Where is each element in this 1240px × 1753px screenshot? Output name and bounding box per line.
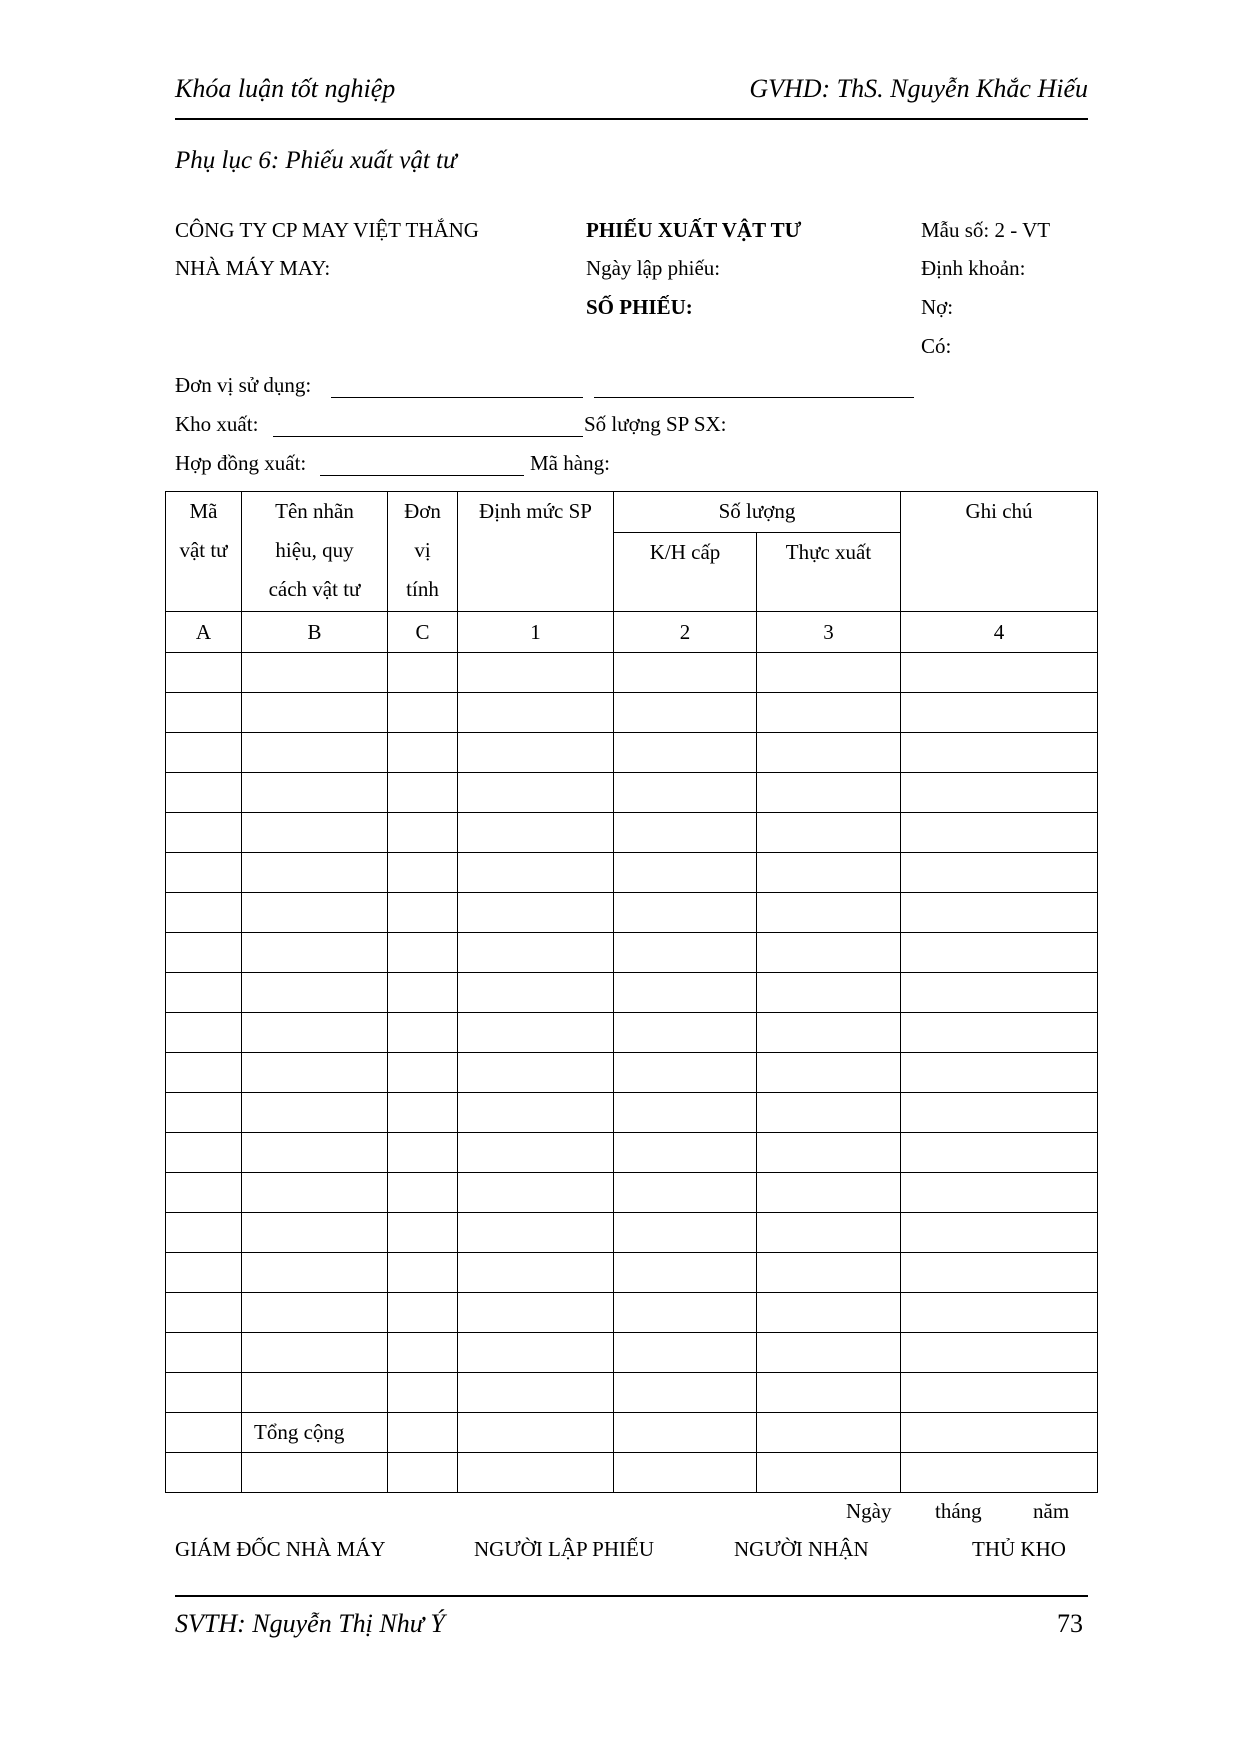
- code-cell: A: [166, 612, 242, 653]
- using-unit-label: Đơn vị sử dụng:: [175, 373, 312, 397]
- table-row: [166, 1333, 1098, 1373]
- date-created-label: Ngày lập phiếu:: [586, 256, 721, 280]
- item-code-label: Mã hàng:: [530, 451, 610, 475]
- header-product-norm: Định mức SP: [458, 492, 614, 612]
- signature-preparer: NGƯỜI LẬP PHIẾU: [474, 1537, 655, 1561]
- company-name: CÔNG TY CP MAY VIỆT THẮNG: [175, 218, 479, 242]
- contract-label: Hợp đồng xuất:: [175, 451, 307, 475]
- signature-factory-director: GIÁM ĐỐC NHÀ MÁY: [175, 1537, 386, 1561]
- code-cell: 2: [614, 612, 757, 653]
- table-row: [166, 1173, 1098, 1213]
- table-row: [166, 1453, 1098, 1493]
- header-note: Ghi chú: [901, 492, 1098, 612]
- contract-line: [320, 475, 524, 476]
- running-header-left: Khóa luận tốt nghiệp: [175, 74, 396, 103]
- code-cell: B: [242, 612, 388, 653]
- table-row: [166, 1213, 1098, 1253]
- table-row: [166, 1253, 1098, 1293]
- debit-label: Nợ:: [921, 295, 954, 319]
- form-number: Mẫu số: 2 - VT: [921, 218, 1051, 242]
- materials-table: [165, 491, 1098, 1493]
- production-qty-label: Số lượng SP SX:: [584, 412, 727, 436]
- table-row: [166, 1053, 1098, 1093]
- date-day-label: Ngày: [846, 1499, 892, 1523]
- warehouse-label: Kho xuất:: [175, 412, 259, 436]
- table-row: [166, 1293, 1098, 1333]
- running-header-right: GVHD: ThS. Nguyễn Khắc Hiếu: [749, 74, 1088, 103]
- slip-number-label: SỐ PHIẾU:: [586, 295, 693, 319]
- table-row: [166, 1093, 1098, 1133]
- table-row: [166, 773, 1098, 813]
- date-month-label: tháng: [935, 1499, 982, 1523]
- code-cell: C: [388, 612, 458, 653]
- footer-rule: [175, 1595, 1088, 1597]
- code-cell: 3: [757, 612, 901, 653]
- code-cell: 1: [458, 612, 614, 653]
- using-unit-line-2: [594, 397, 914, 398]
- table-row: [166, 973, 1098, 1013]
- factory-label: NHÀ MÁY MAY:: [175, 256, 331, 280]
- table-row: [166, 933, 1098, 973]
- header-material-name: Tên nhãn hiệu, quy cách vật tư: [242, 492, 388, 612]
- footer-student: SVTH: Nguyễn Thị Như Ý: [175, 1609, 445, 1638]
- table-row: [166, 653, 1098, 693]
- warehouse-line: [273, 436, 583, 437]
- total-label: Tổng cộng: [242, 1413, 388, 1453]
- form-title: PHIẾU XUẤT VẬT TƯ: [586, 218, 802, 242]
- table-row: [166, 1133, 1098, 1173]
- signature-storekeeper: THỦ KHO: [972, 1537, 1066, 1561]
- header-planned-issue: K/H cấp: [614, 533, 757, 612]
- table-row: [166, 693, 1098, 733]
- table-row: [166, 813, 1098, 853]
- column-code-row: [166, 612, 1098, 653]
- appendix-title: Phụ lục 6: Phiếu xuất vật tư: [175, 147, 457, 174]
- table-row: [166, 733, 1098, 773]
- table-row: [166, 893, 1098, 933]
- date-year-label: năm: [1033, 1499, 1070, 1523]
- header-actual-issue: Thực xuất: [757, 533, 901, 612]
- code-cell: 4: [901, 612, 1098, 653]
- page-number: 73: [1057, 1609, 1083, 1638]
- table-row: [166, 1373, 1098, 1413]
- header-quantity: Số lượng: [614, 492, 901, 533]
- table-row: [166, 853, 1098, 893]
- signature-receiver: NGƯỜI NHẬN: [734, 1537, 869, 1561]
- account-entry-label: Định khoản:: [921, 256, 1026, 280]
- table-row: [166, 1013, 1098, 1053]
- header-material-code: Mã vật tư: [166, 492, 242, 612]
- header-rule: [175, 118, 1088, 120]
- total-row: [166, 1413, 1098, 1453]
- header-unit: Đơn vị tính: [388, 492, 458, 612]
- credit-label: Có:: [921, 334, 952, 358]
- using-unit-line-1: [331, 397, 583, 398]
